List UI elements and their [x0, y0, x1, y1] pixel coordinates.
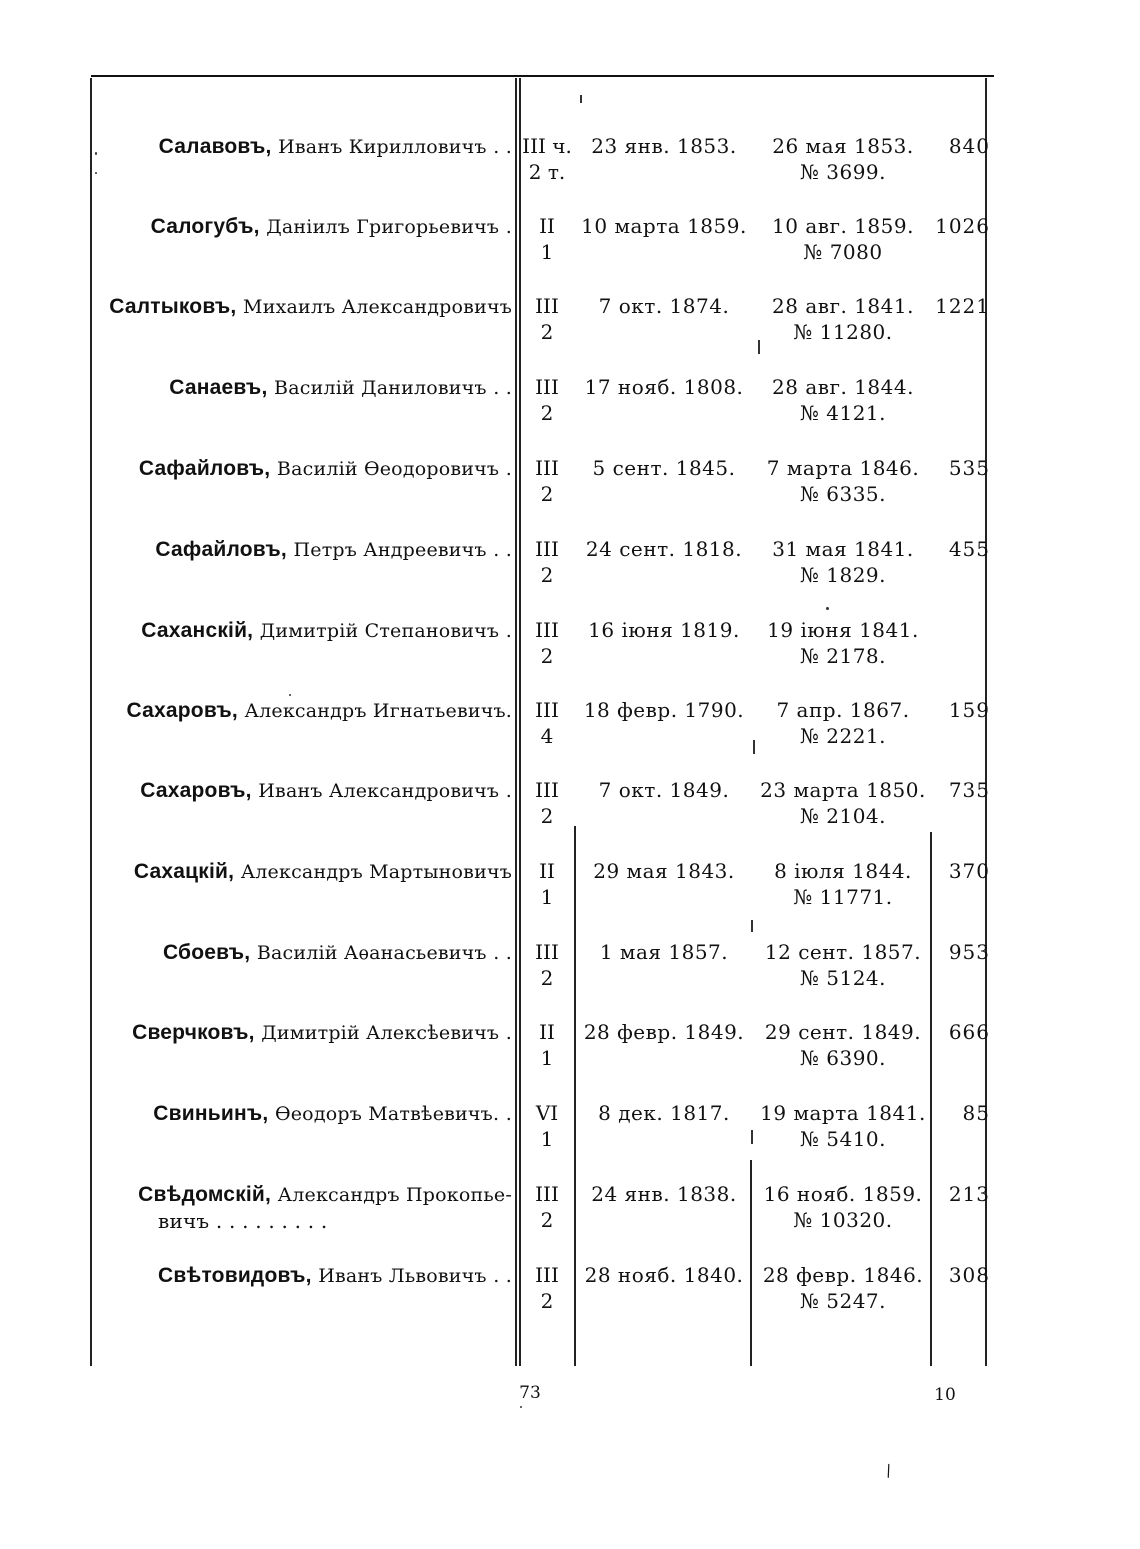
page-number: 535	[948, 456, 990, 480]
birth-date: 1 мая 1857.	[599, 940, 729, 964]
person-name: Салавовъ, Иванъ Кирилловичъ . .	[158, 135, 512, 158]
birth-date: 8 дек. 1817.	[598, 1101, 730, 1125]
page-number: 159	[948, 698, 990, 722]
rank-class: III 2	[535, 1263, 559, 1313]
person-name: Сафайловъ, Петръ Андреевичъ . .	[155, 538, 512, 561]
page-number: 213	[948, 1182, 990, 1206]
birth-date: 24 сент. 1818.	[585, 537, 743, 561]
birth-date: 23 янв. 1853.	[591, 134, 737, 158]
entry-row	[0, 697, 1140, 753]
rank-class: III 2	[535, 940, 559, 990]
decree: 10 авг. 1859. № 7080	[772, 214, 914, 264]
rank-class: III 2	[535, 294, 559, 344]
birth-date: 7 окт. 1849.	[598, 778, 730, 802]
rank-class: III ч. 2 т.	[522, 134, 572, 184]
scan-speck	[95, 152, 97, 155]
rank-class: III 4	[535, 698, 559, 748]
rank-class: III 2	[535, 537, 559, 587]
decree: 28 авг. 1841. № 11280.	[772, 294, 914, 344]
scan-speck	[826, 607, 829, 610]
person-name: Саханскій, Димитрій Степановичъ .	[141, 619, 512, 642]
scan-speck	[580, 95, 582, 103]
page-number: 308	[948, 1263, 990, 1287]
person-name: Сафайловъ, Василій Ѳеодоровичъ .	[138, 457, 512, 480]
scan-speck	[751, 1130, 753, 1144]
page-number: 85	[962, 1101, 990, 1125]
birth-date: 28 февр. 1849.	[583, 1020, 745, 1044]
rank-class: III 2	[535, 1182, 559, 1232]
person-name: Свѣдомскій, Александръ Прокопье- вичъ . . . . . . . . .	[138, 1183, 512, 1233]
decree: 8 іюля 1844. № 11771.	[774, 859, 912, 909]
entry-row	[0, 374, 1140, 430]
birth-date: 7 окт. 1874.	[598, 294, 730, 318]
scan-speck	[95, 172, 97, 174]
birth-date: 5 сент. 1845.	[592, 456, 736, 480]
rank-class: II 1	[539, 859, 555, 909]
birth-date: 16 іюня 1819.	[588, 618, 740, 642]
birth-date: 10 марта 1859.	[581, 214, 747, 238]
scan-speck	[753, 740, 755, 754]
rank-class: III 2	[535, 618, 559, 668]
decree: 29 сент. 1849. № 6390.	[764, 1020, 922, 1070]
scan-speck	[289, 694, 291, 696]
scan-speck	[751, 920, 753, 932]
entry-row	[0, 617, 1140, 673]
birth-date: 29 мая 1843.	[593, 859, 735, 883]
person-name: Салогубъ, Даніилъ Григорьевичъ .	[150, 215, 512, 238]
person-name: Салтыковъ, Михаилъ Александровичъ	[109, 295, 512, 318]
footer-signature-mark: 10	[934, 1385, 956, 1405]
decree: 26 мая 1853. № 3699.	[772, 134, 914, 184]
decree: 23 марта 1850. № 2104.	[760, 778, 926, 828]
entry-row	[0, 213, 1140, 269]
rank-class: III 2	[535, 778, 559, 828]
entry-row	[0, 133, 1140, 189]
page-number: 455	[948, 537, 990, 561]
scan-tick-mark: \	[882, 1460, 895, 1481]
scan-speck	[758, 340, 760, 354]
entry-row	[0, 536, 1140, 592]
entry-row	[0, 777, 1140, 833]
rank-class: III 2	[535, 456, 559, 506]
rank-class: VI 1	[535, 1101, 559, 1151]
entry-row	[0, 1019, 1140, 1075]
page-number: 370	[948, 859, 990, 883]
scan-speck	[520, 1406, 522, 1408]
person-name: Санаевъ, Василій Даниловичъ . .	[169, 376, 512, 399]
person-name: Сверчковъ, Димитрій Алексѣевичъ .	[132, 1021, 512, 1044]
entry-row	[0, 1181, 1140, 1237]
decree: 31 мая 1841. № 1829.	[772, 537, 914, 587]
entry-row	[0, 939, 1140, 995]
decree: 12 сент. 1857. № 5124.	[764, 940, 922, 990]
birth-date: 24 янв. 1838.	[591, 1182, 737, 1206]
decree: 16 нояб. 1859. № 10320.	[763, 1182, 923, 1232]
birth-date: 18 февр. 1790.	[583, 698, 745, 722]
page-number: 735	[948, 778, 990, 802]
person-name: Сахацкій, Александръ Мартыновичъ	[133, 860, 512, 883]
decree: 28 февр. 1846. № 5247.	[762, 1263, 924, 1313]
page-number: 666	[948, 1020, 990, 1044]
page-number: 1026	[935, 214, 990, 238]
person-name: Сбоевъ, Василій Аѳанасьевичъ . .	[162, 941, 512, 964]
footer-folio: 73	[519, 1383, 541, 1403]
decree: 19 марта 1841. № 5410.	[760, 1101, 926, 1151]
decree: 19 іюня 1841. № 2178.	[767, 618, 919, 668]
decree: 7 апр. 1867. № 2221.	[776, 698, 910, 748]
entry-row	[0, 858, 1140, 914]
page-number: 1221	[935, 294, 990, 318]
birth-date: 28 нояб. 1840.	[584, 1263, 744, 1287]
person-name: Свѣтовидовъ, Иванъ Львовичъ . .	[158, 1264, 512, 1287]
rank-class: II 1	[539, 1020, 555, 1070]
person-name: Свиньинъ, Ѳеодоръ Матвѣевичъ. .	[153, 1102, 512, 1125]
birth-date: 17 нояб. 1808.	[584, 375, 744, 399]
top-rule	[91, 75, 994, 77]
rank-class: II 1	[539, 214, 555, 264]
decree: 7 марта 1846. № 6335.	[766, 456, 920, 506]
entry-row	[0, 1100, 1140, 1156]
entry-row	[0, 293, 1140, 349]
rank-class: III 2	[535, 375, 559, 425]
entry-row	[0, 455, 1140, 511]
page-number: 953	[948, 940, 990, 964]
person-name: Сахаровъ, Иванъ Александровичъ .	[140, 779, 512, 802]
decree: 28 авг. 1844. № 4121.	[772, 375, 914, 425]
page-number: 840	[948, 134, 990, 158]
entry-row	[0, 1262, 1140, 1318]
person-name: Сахаровъ, Александръ Игнатьевичъ.	[126, 699, 512, 722]
